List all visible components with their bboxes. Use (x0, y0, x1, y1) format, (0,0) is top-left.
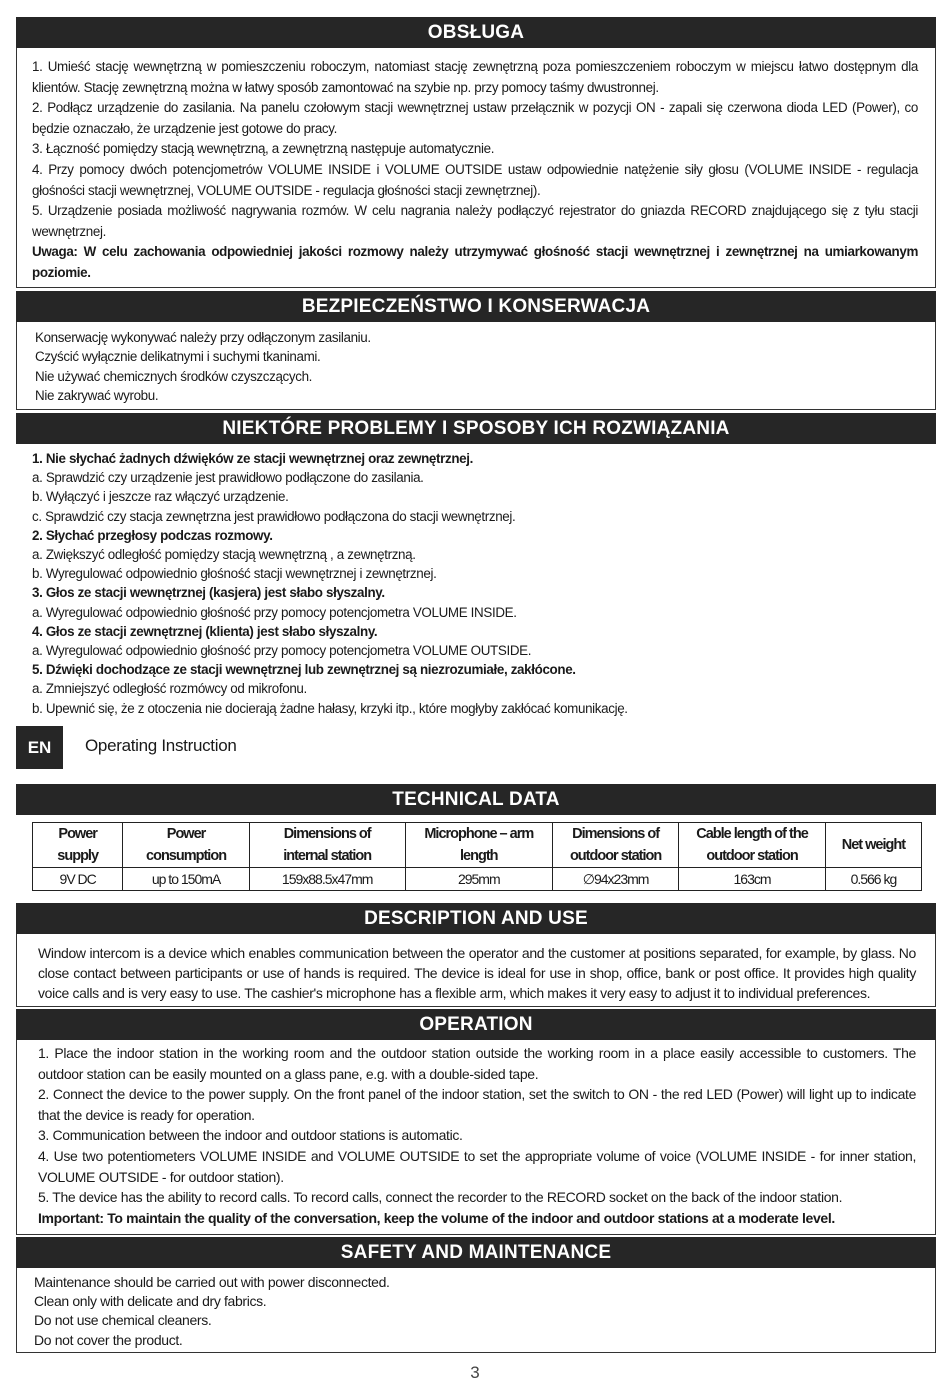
tech-table (32, 822, 922, 891)
tech-col-header: Cable length of the outdoor station (679, 823, 826, 868)
tech-col-header: Dimensions of outdoor station (553, 823, 679, 868)
tech-value: 0.566 kg (825, 868, 921, 891)
safety-line: Do not cover the product. (34, 1331, 183, 1348)
obsluga-item-1: 1. Umieść stację wewnętrzną w pomieszczeniu roboczym, natomiast stację zewnętrzną poza pomieszczeniem roboczym w miejscu łatwo dostępnym dla klientów. Stację zewnętrzną można w łatwy sposób zamontować na szybie np. przy pomocy taśmy dwustronnej. (32, 59, 918, 95)
problemy-body (32, 449, 922, 718)
problem-heading: 5. Dźwięki dochodzące ze stacji wewnętrznej lub zewnętrznej są niezrozumiałe, zakłócone. (32, 662, 576, 678)
desc-body: Window intercom is a device which enables communication between the operator and the customer at positions separated, for example, by glass. No close contact between participants or use of hands is required. The device is ideal for use in shop, office, bank or post office. It provides high quality voice calls and is very easy to use. The cashier's microphone has a flexible arm, which makes it very easy to adjust it to individual preferences. (38, 945, 916, 1001)
tech-value-row (33, 868, 922, 891)
obsluga-item-4: 4. Przy pomocy dwóch potencjometrów VOLUME INSIDE i VOLUME OUTSIDE ustaw odpowiednie natężenie siły głosu (VOLUME INSIDE - regulacja głośności stacji wewnętrznej, VOLUME OUTSIDE - regulacja głośności stacji zewnętrznej). (32, 161, 918, 198)
desc-header: DESCRIPTION AND USE (16, 903, 936, 934)
problem-heading: 3. Głos ze stacji wewnętrznej (kasjera) jest słabo słyszalny. (32, 585, 385, 601)
language-tag: EN (16, 726, 63, 769)
bezp-line: Nie używać chemicznych środków czyszczących. (35, 368, 313, 384)
tech-value: 163cm (679, 868, 826, 891)
problem-step: a. Zwiększyć odległość pomiędzy stacją wewnętrzną , a zewnętrzną. (32, 547, 416, 563)
problem-step: b. Wyłączyć i jeszcze raz włączyć urządzenie. (32, 489, 289, 505)
tech-col-header: Dimensions of internal station (249, 823, 405, 868)
tech-col-header: Power supply (33, 823, 123, 868)
bezp-header: BEZPIECZEŃSTWO I KONSERWACJA (16, 291, 936, 322)
problem-step: a. Wyregulować odpowiednio głośność przy pomocy potencjometra VOLUME OUTSIDE. (32, 643, 532, 659)
safety-header: SAFETY AND MAINTENANCE (16, 1237, 936, 1268)
obsluga-item-5: 5. Urządzenie posiada możliwość nagrywania rozmów. W celu nagrania należy podłączyć rejestrator do gniazda RECORD znajdującego się z tyłu stacji wewnętrznej. (32, 203, 918, 239)
safety-line: Maintenance should be carried out with power disconnected. (34, 1274, 390, 1290)
problem-heading: 2. Słychać przegłosy podczas rozmowy. (32, 527, 273, 543)
tech-col-header: Microphone – arm length (405, 823, 552, 868)
tech-header-row (33, 823, 922, 868)
operation-item-5: 5. The device has the ability to record calls. To record calls, connect the recorder to the RECORD socket on the back of the indoor station. (38, 1189, 843, 1206)
safety-line: Do not use chemical cleaners. (34, 1312, 212, 1329)
obsluga-body (32, 57, 918, 284)
tech-value: 295mm (405, 868, 552, 891)
obsluga-item-2: 2. Podłącz urządzenie do zasilania. Na panelu czołowym stacji wewnętrznej ustaw przełącznik w pozycji ON - zapali się czerwona dioda LED (Power), co będzie oznaczało, że urządzenie jest gotowe do pracy. (32, 100, 918, 136)
bezp-line: Konserwację wykonywać należy przy odłączonym zasilaniu. (35, 330, 371, 345)
operation-item-1: 1. Place the indoor station in the working room and the outdoor station outside the working room in a place easily accessible to customers. The outdoor station can be easily mounted on a glass pane, e.g. with a double-sided tape. (38, 1045, 916, 1082)
problem-step: c. Sprawdzić czy stacja zewnętrzna jest prawidłowo podłączona do stacji wewnętrznej. (32, 508, 516, 524)
bezp-body (35, 328, 915, 405)
operation-body (38, 1043, 916, 1228)
safety-body (34, 1273, 914, 1350)
tech-header: TECHNICAL DATA (16, 784, 936, 815)
tech-value: up to 150mA (123, 868, 249, 891)
operation-item-4: 4. Use two potentiometers VOLUME INSIDE and VOLUME OUTSIDE to set the appropriate volume of voice (VOLUME INSIDE - for inner station, VOLUME OUTSIDE - for outdoor station). (38, 1147, 916, 1185)
tech-value: 159x88.5x47mm (249, 868, 405, 891)
obsluga-header: OBSŁUGA (16, 17, 936, 48)
problem-step: a. Sprawdzić czy urządzenie jest prawidłowo podłączone do zasilania. (32, 470, 424, 486)
page-number: 3 (470, 1363, 480, 1382)
obsluga-item-3: 3. Łączność pomiędzy stacją wewnętrzną, a zewnętrzną następuje automatycznie. (32, 141, 495, 157)
problem-heading: 1. Nie słychać żadnych dźwięków ze stacji wewnętrznej oraz zewnętrznej. (32, 451, 474, 466)
tech-col-header: Net weight (825, 823, 921, 868)
operation-header: OPERATION (16, 1009, 936, 1040)
problem-step: b. Upewnić się, że z otoczenia nie docierają żadne hałasy, krzyki itp., które mogłyby zakłócać komunikację. (32, 700, 628, 716)
operation-item-3: 3. Communication between the indoor and outdoor stations is automatic. (38, 1127, 463, 1144)
problem-step: a. Zmniejszyć odległość rozmówcy od mikrofonu. (32, 681, 307, 697)
problem-step: a. Wyregulować odpowiednio głośność przy pomocy potencjometra VOLUME INSIDE. (32, 604, 517, 620)
bezp-line: Czyścić wyłącznie delikatnymi i suchymi tkaninami. (35, 349, 321, 365)
tech-value: ∅94x23mm (553, 868, 679, 891)
tech-col-header: Power consumption (123, 823, 249, 868)
operation-item-2: 2. Connect the device to the power supply. On the front panel of the indoor station, set the switch to ON - the red LED (Power) will light up to indicate that the device is ready for operation. (38, 1086, 916, 1123)
doc-title: Operating Instruction (85, 736, 237, 755)
operation-note: Important: To maintain the quality of the conversation, keep the volume of the indoor and outdoor stations at a moderate level. (38, 1209, 835, 1226)
tech-value: 9V DC (33, 868, 123, 891)
problemy-header: NIEKTÓRE PROBLEMY I SPOSOBY ICH ROZWIĄZANIA (16, 413, 936, 444)
obsluga-note: Uwaga: W celu zachowania odpowiedniej jakości rozmowy należy utrzymywać głośność stacji wewnętrznej i zewnętrznej na umiarkowanym poziomie. (32, 244, 918, 280)
problem-step: b. Wyregulować odpowiednio głośność stacji wewnętrznej i zewnętrznej. (32, 566, 437, 582)
problem-heading: 4. Głos ze stacji zewnętrznej (klienta) jest słabo słyszalny. (32, 623, 378, 639)
bezp-line: Nie zakrywać wyrobu. (35, 387, 159, 403)
safety-line: Clean only with delicate and dry fabrics. (34, 1293, 267, 1310)
